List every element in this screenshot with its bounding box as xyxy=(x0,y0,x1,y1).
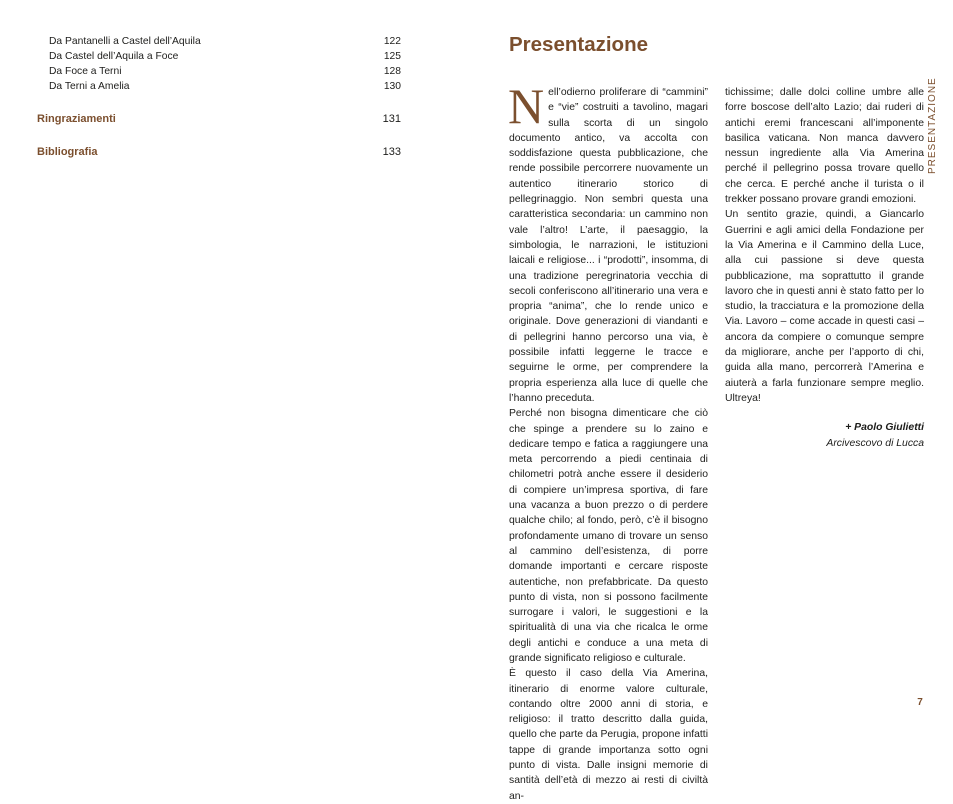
signature xyxy=(725,420,924,451)
toc-entry[interactable] xyxy=(49,64,401,79)
text-column-2 xyxy=(725,85,924,451)
toc-entry-page: 130 xyxy=(383,81,401,92)
page-number: 7 xyxy=(917,697,923,708)
toc-entry-page: 128 xyxy=(383,66,401,77)
toc-section-ringraziamenti[interactable] xyxy=(37,112,401,126)
toc-section-title: Ringraziamenti xyxy=(37,113,116,125)
toc-entry-title: Da Castel dell’Aquila a Foce xyxy=(49,51,179,62)
toc-entry[interactable] xyxy=(49,34,401,49)
toc-section-title: Bibliografia xyxy=(37,146,98,158)
section-side-tab: PRESENTAZIONE xyxy=(927,77,938,174)
signature-name: + Paolo Giulietti xyxy=(845,422,924,434)
paragraph: Perché non bisogna dimenticare che ciò che spinge a prendere su lo zaino e dedicare tempo e fatica a raggiungere una meta percorrendo a piedi centinaia di chilometri potrà anche essere il desiderio di compiere un’impresa sportiva, di fare una vacanza a buon prezzo o di perdere qualche chilo; al fondo, però, c’è il bisogno profondamente umano di trovare un senso al cammino dell’esistenza, di porre domande importanti e cercare risposte autentiche, non prefabbricate. Da questo punto di vista, non si possono facilmente surrogare i valori, le suggestioni e la spiritualità di una via che ricalca le orme degli antichi e conduce a una meta di grande significato religioso e culturale. xyxy=(509,408,708,664)
drop-cap: N xyxy=(508,78,545,134)
page-title: Presentazione xyxy=(509,33,648,56)
toc-entry-title: Da Terni a Amelia xyxy=(49,81,130,92)
toc-entry-title: Da Pantanelli a Castel dell’Aquila xyxy=(49,36,201,47)
signature-role: Arcivescovo di Lucca xyxy=(826,437,924,449)
toc-section-bibliografia[interactable] xyxy=(37,145,401,159)
paragraph: Un sentito grazie, quindi, a Giancarlo Guerrini e agli amici della Fondazione per la Via Amerina e il Cammino della Luce, alla cui passione si deve questa pubblicazione, ma soprattutto il grande lavoro che in questi anni è stato fatto per lo studio, la tracciatura e la promozione della Via. Lavoro – come accade in questi casi – ancora da compiere o comunque sempre da migliorare, anche per l’apporto di chi, guida alla mano, percorrerà l’Amerina e aiuterà a farla funzionare sempre meglio. Ultreya! xyxy=(725,209,924,404)
toc-entry[interactable] xyxy=(49,49,401,64)
toc-entry-page: 122 xyxy=(383,36,401,47)
toc-entry-page: 125 xyxy=(383,51,401,62)
toc-entry[interactable] xyxy=(49,79,401,94)
toc-section-page: 131 xyxy=(382,113,401,125)
paragraph-text: ell’odierno proliferare di “cammini” e “vie” costruiti a tavolino, magari sulla scorta di un singolo documento antico, va accolta con soddisfazione questa pubblicazione, che rende possibile percorrere nuovamente un autentico itinerario storico di pellegrinaggio. Non sembri questa una caratteristica secondaria: un cammino non vale l’altro! L’arte, il paesaggio, la simbologia, le narrazioni, le istituzioni laicali e religiose... i “prodotti”, insomma, di una tradizione peregrinatoria vecchia di secoli conferiscono all’itinerario una vera e propria “anima”, che lo rende unico e originale. Dove generazioni di viandanti e di pellegrini hanno percorso una via, è possibile infatti leggerne le tracce e seguirne le orme, per comprendere la propria esperienza alla luce di quelle che l’hanno preceduta. xyxy=(509,87,708,404)
toc-section-page: 133 xyxy=(382,146,401,158)
paragraph xyxy=(508,78,708,406)
text-column-1 xyxy=(508,78,708,804)
paragraph: tichissime; dalle dolci colline umbre alle forre boscose dell’alto Lazio; dai ruderi di antichi eremi francescani all’imponente basilica vaticana. Non manca davvero nessun ingrediente alla Via Amerina perché il pellegrino possa trovare quello che cerca. E perché anche il turista o il trekker possano provare grandi emozioni. xyxy=(725,87,924,206)
toc-entry-title: Da Foce a Terni xyxy=(49,66,122,77)
toc-subentries xyxy=(49,34,401,94)
paragraph: È questo il caso della Via Amerina, itinerario di enorme valore culturale, contando oltre 2000 anni di storia, e religioso: il tratto descritto dalla guida, quello che parte da Perugia, propone infatti tappe di grande importanza sotto ogni punto di vista. Dalle insigni memorie di santità dell’età di mezzo ai resti di civiltà an- xyxy=(509,668,708,802)
